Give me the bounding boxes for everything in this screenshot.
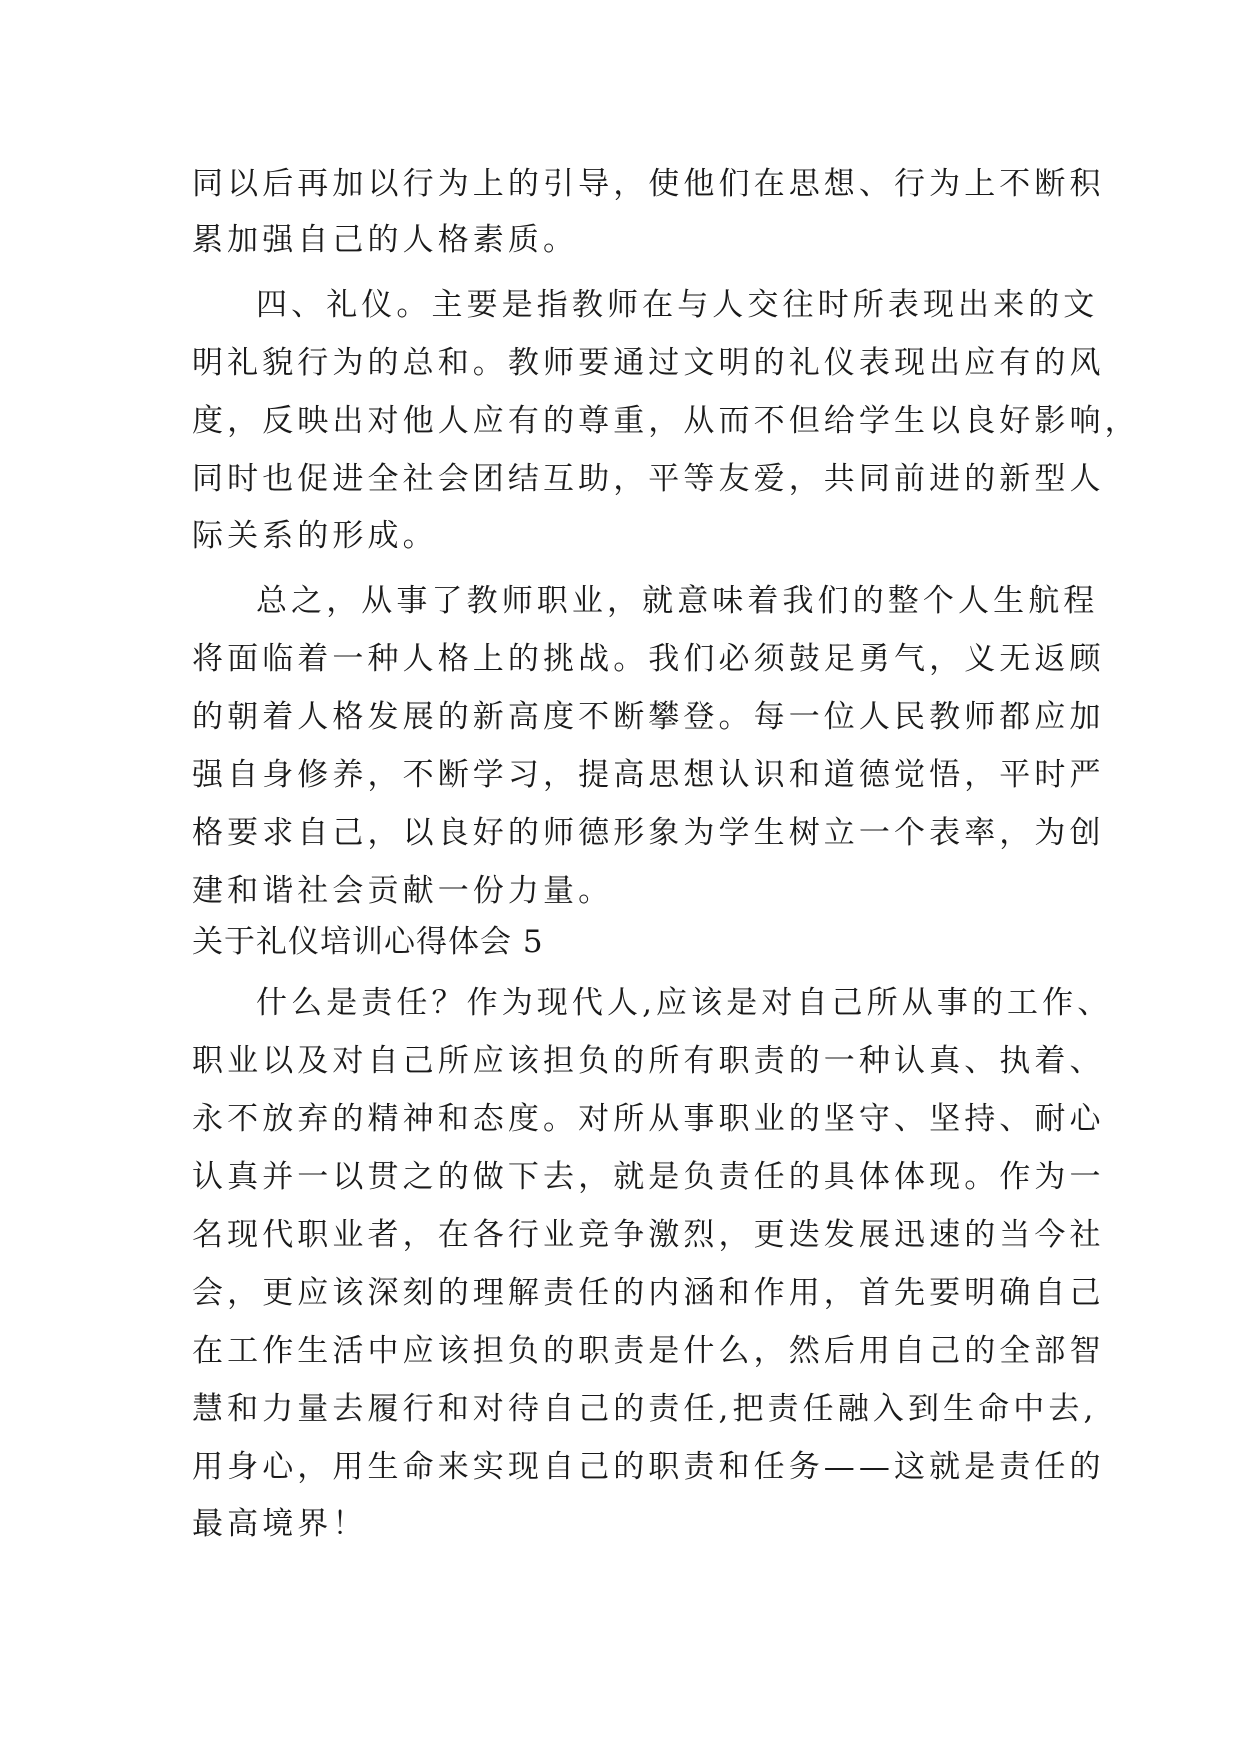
paragraph-line: 什么是责任？作为现代人,应该是对自己所从事的工作、 xyxy=(256,985,1113,1021)
paragraph-line: 将面临着一种人格上的挑战。我们必须鼓足勇气，义无返顾 xyxy=(192,641,1105,677)
paragraph-line: 用身心，用生命来实现自己的职责和任务——这就是责任的 xyxy=(192,1449,1105,1485)
paragraph-line: 度，反映出对他人应有的尊重，从而不但给学生以良好影响， xyxy=(192,403,1140,439)
paragraph-line: 在工作生活中应该担负的职责是什么，然后用自己的全部智 xyxy=(192,1333,1105,1369)
paragraph-line: 总之，从事了教师职业，就意味着我们的整个人生航程 xyxy=(256,583,1099,619)
paragraph-line: 际关系的形成。 xyxy=(192,518,438,554)
paragraph-line: 累加强自己的人格素质。 xyxy=(192,222,579,258)
paragraph-line: 会，更应该深刻的理解责任的内涵和作用，首先要明确自己 xyxy=(192,1275,1105,1311)
paragraph-line: 认真并一以贯之的做下去，就是负责任的具体体现。作为一 xyxy=(192,1159,1105,1195)
paragraph-line: 永不放弃的精神和态度。对所从事职业的坚守、坚持、耐心 xyxy=(192,1101,1105,1137)
section-heading: 关于礼仪培训心得体会 5 xyxy=(192,924,544,960)
paragraph-line: 慧和力量去履行和对待自己的责任,把责任融入到生命中去, xyxy=(192,1391,1098,1427)
paragraph-line: 名现代职业者，在各行业竞争激烈，更迭发展迅速的当今社 xyxy=(192,1217,1105,1253)
paragraph-line: 强自身修养，不断学习，提高思想认识和道德觉悟，平时严 xyxy=(192,757,1105,793)
paragraph-line: 四、礼仪。主要是指教师在与人交往时所表现出来的文 xyxy=(256,287,1099,323)
paragraph-line: 明礼貌行为的总和。教师要通过文明的礼仪表现出应有的风 xyxy=(192,345,1105,381)
paragraph-line: 格要求自己，以良好的师德形象为学生树立一个表率，为创 xyxy=(192,815,1105,851)
paragraph-line: 的朝着人格发展的新高度不断攀登。每一位人民教师都应加 xyxy=(192,699,1105,735)
paragraph-line: 同时也促进全社会团结互助，平等友爱，共同前进的新型人 xyxy=(192,461,1105,497)
paragraph-line: 最高境界！ xyxy=(192,1506,368,1542)
paragraph-line: 职业以及对自己所应该担负的所有职责的一种认真、执着、 xyxy=(192,1043,1105,1079)
paragraph-line: 建和谐社会贡献一份力量。 xyxy=(192,873,614,909)
paragraph-line: 同以后再加以行为上的引导，使他们在思想、行为上不断积 xyxy=(192,166,1105,202)
